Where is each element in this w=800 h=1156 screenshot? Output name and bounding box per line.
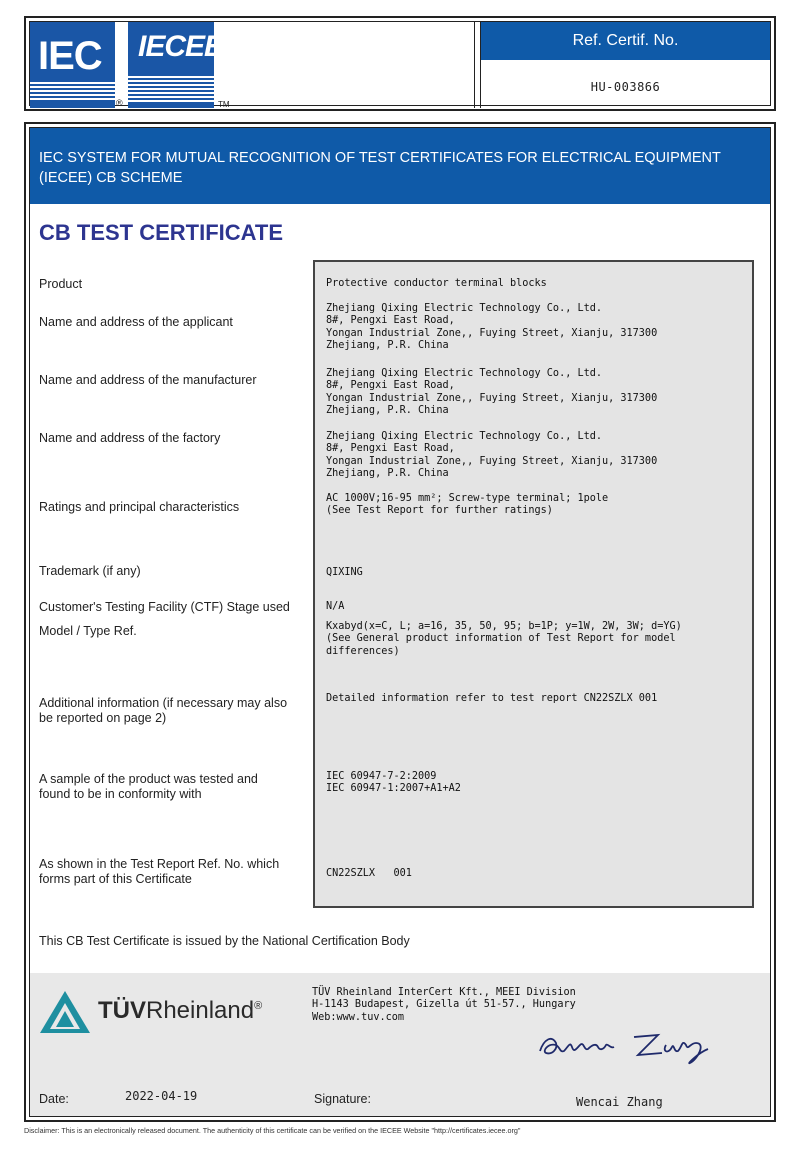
handwritten-signature — [530, 1023, 730, 1065]
report-ref-value: CN22SZLX 001 — [326, 868, 412, 879]
tuv-brand-name — [98, 997, 262, 1025]
model-label: Model / Type Ref. — [39, 624, 137, 638]
ctf-label: Customer's Testing Facility (CTF) Stage used — [39, 600, 290, 614]
ref-label: Ref. Certif. No. — [572, 32, 679, 49]
ctf-value: N/A — [326, 601, 345, 612]
conformity-label: A sample of the product was tested and found to be in conformity with — [39, 772, 258, 801]
report-ref-label: As shown in the Test Report Ref. No. which forms part of this Certificate — [39, 857, 280, 886]
date-value: 2022-04-19 — [125, 1089, 198, 1103]
conformity-value: IEC 60947-7-2:2009 IEC 60947-1:2007+A1+A2 — [326, 771, 461, 795]
certificate-title: CB TEST CERTIFICATE — [39, 220, 284, 245]
iec-logo-text: IEC — [38, 34, 102, 78]
certificate-body — [24, 122, 776, 1122]
product-value: Protective conductor terminal blocks — [326, 278, 547, 289]
trademark-mark: TM — [218, 100, 230, 109]
applicant-label: Name and address of the applicant — [39, 315, 233, 329]
applicant-value: Zhejiang Qixing Electric Technology Co., Ltd. 8#, Pengxi East Road, Yongan Industrial Zone,, Fuying Street, Xianju, 317300 Zhejiang, P.R. China — [326, 303, 658, 352]
ref-number: HU-003866 — [590, 80, 661, 94]
trademark-value: QIXING — [326, 567, 363, 578]
iecee-logo-text: IECEE — [138, 30, 224, 63]
additional-info-label: Additional information (if necessary may also be reported on page 2) — [39, 696, 288, 725]
manufacturer-label: Name and address of the manufacturer — [39, 373, 257, 387]
disclaimer-text: Disclaimer: This is an electronically released document. The authenticity of this certificate can be verified on the IECEE Website "http://certificates.iecee.org" — [24, 1126, 521, 1135]
iec-logo — [30, 22, 115, 108]
signatory-name: Wencai Zhang — [576, 1095, 663, 1109]
registered-mark: ® — [116, 98, 123, 108]
ref-label-box — [481, 22, 770, 60]
certification-body-info: TÜV Rheinland InterCert Kft., MEEI Division H-1143 Budapest, Gizella út 51-57., Hungary Web:www.tuv.com — [312, 987, 576, 1023]
additional-info-value: Detailed information refer to test report CN22SZLX 001 — [326, 693, 658, 704]
signature-label: Signature: — [314, 1092, 371, 1106]
manufacturer-value: Zhejiang Qixing Electric Technology Co., Ltd. 8#, Pengxi East Road, Yongan Industrial Zone,, Fuying Street, Xianju, 317300 Zhejiang, P.R. China — [326, 368, 658, 417]
product-label: Product — [39, 277, 83, 291]
model-value: Kxabyd(x=C, L; a=16, 35, 50, 95; b=1P; y=1W, 2W, 3W; d=YG) (See General product information of Test Report for model differences) — [326, 621, 682, 657]
tuv-triangle-icon — [38, 989, 92, 1037]
iecee-logo — [128, 22, 224, 108]
ratings-label: Ratings and principal characteristics — [39, 500, 240, 514]
header-divider — [474, 22, 481, 108]
ratings-value: AC 1000V;16-95 mm²; Screw-type terminal; 1pole (See Test Report for further ratings) — [326, 493, 609, 517]
details-panel — [313, 260, 754, 908]
tuv-brand-rest: Rheinland — [146, 997, 255, 1024]
date-label: Date: — [39, 1092, 69, 1106]
certificate-header — [24, 16, 776, 111]
factory-label: Name and address of the factory — [39, 431, 221, 445]
trademark-label: Trademark (if any) — [39, 564, 141, 578]
factory-value: Zhejiang Qixing Electric Technology Co., Ltd. 8#, Pengxi East Road, Yongan Industrial Zone,, Fuying Street, Xianju, 317300 Zhejiang, P.R. China — [326, 431, 658, 480]
issued-by-statement: This CB Test Certificate is issued by the National Certification Body — [39, 934, 410, 948]
scheme-banner — [30, 128, 770, 204]
tuv-brand-bold: TÜV — [98, 997, 146, 1024]
scheme-banner-text: IEC SYSTEM FOR MUTUAL RECOGNITION OF TEST CERTIFICATES FOR ELECTRICAL EQUIPMENT (IECEE) CB SCHEME — [39, 150, 721, 186]
tuv-registered-mark: ® — [254, 1000, 263, 1012]
certification-body-footer — [30, 973, 770, 1116]
